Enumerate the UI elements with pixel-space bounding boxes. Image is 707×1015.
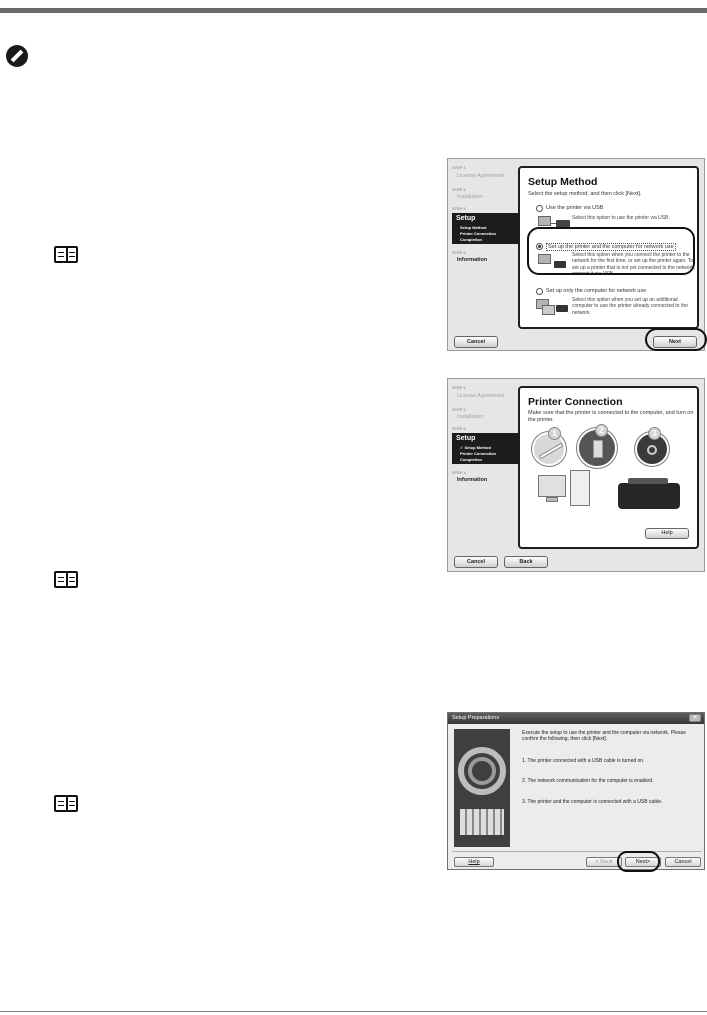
note-book-icon	[54, 571, 78, 588]
step-3-active	[452, 433, 522, 464]
next-button[interactable]: Next>	[625, 857, 661, 867]
printer-connection-window	[447, 378, 705, 572]
back-button[interactable]: < Back	[586, 857, 622, 867]
step-1-number: STEP 1	[452, 385, 466, 390]
step-sidebar	[448, 379, 522, 571]
help-button[interactable]: Help	[454, 857, 494, 867]
step-2-label: Installation	[457, 194, 484, 200]
step-3-title: Setup	[456, 215, 476, 222]
step-2-label: Installation	[457, 414, 484, 420]
page-top-bar	[0, 8, 707, 13]
close-icon[interactable]: ✕	[689, 714, 701, 722]
panel-title: Setup Method	[528, 176, 598, 188]
panel-description: Make sure that the printer is connected to the computer, and turn on the printer.	[528, 410, 694, 423]
substep-printer-connection: Printer Connection	[460, 231, 497, 236]
step-3-active	[452, 213, 522, 244]
cancel-button[interactable]: Cancel	[454, 336, 498, 348]
dialog-divider	[452, 851, 702, 852]
option-usb-label: Use the printer via USB	[546, 205, 604, 211]
setup-preparations-dialog	[447, 712, 705, 870]
checklist-item-3: 3. The printer and the computer is connected with a USB cable.	[522, 799, 663, 805]
step-4-label: Information	[457, 477, 488, 483]
step-3-number: STEP 3	[452, 206, 466, 211]
substep-printer-connection: Printer Connection	[460, 451, 497, 456]
step-sidebar	[448, 159, 522, 350]
ink-cartridges-image	[454, 729, 510, 847]
checklist-item-2: 2. The network communication for the computer is enabled.	[522, 778, 654, 784]
cancel-button[interactable]: Cancel	[454, 556, 498, 568]
printer-icon	[556, 305, 568, 312]
option-usb-description: Select this option to use the printer via USB.	[572, 215, 670, 221]
option-computer-only-label: Set up only the computer for network use	[546, 288, 647, 294]
option-network-setup-label: Set up the printer and the computer for network use	[548, 244, 674, 250]
step-1-number: STEP 1	[452, 165, 466, 170]
panel-description: Select the setup method, and then click [Next].	[528, 191, 642, 197]
step-1-label: License Agreement	[457, 173, 505, 179]
printer-connection-panel	[518, 386, 699, 549]
back-button[interactable]: Back	[504, 556, 548, 568]
printer-illustration	[618, 483, 680, 509]
monitor-stand-illustration	[546, 497, 558, 502]
dialog-title-bar	[448, 713, 704, 724]
cancel-button[interactable]: Cancel	[665, 857, 701, 867]
monitor-illustration	[538, 475, 566, 497]
computer-icon	[542, 305, 555, 315]
step-3-title: Setup	[456, 435, 476, 442]
computer-icon	[538, 216, 551, 226]
panel-title: Printer Connection	[528, 396, 623, 408]
highlight-dialog-next	[617, 851, 660, 872]
note-book-icon	[54, 246, 78, 263]
caution-icon	[6, 45, 28, 67]
option-computer-only-description: Select this option when you set up an additional computer to use the printer already connected to the network.	[572, 297, 688, 316]
computer-tower-illustration	[570, 470, 590, 506]
highlight-next-button	[645, 328, 707, 351]
next-button[interactable]: Next	[653, 336, 697, 348]
step-circle-3: 3	[648, 427, 661, 440]
substep-setup-method: ✓ Setup Method	[460, 445, 491, 450]
checklist-item-1: 1. The printer connected with a USB cable is turned on.	[522, 758, 645, 764]
step-circle-1: 1	[548, 427, 561, 440]
substep-setup-method: Setup Method	[460, 225, 487, 230]
radio-computer-only[interactable]	[536, 288, 543, 295]
step-4-number: STEP 4	[452, 470, 466, 475]
dialog-title: Setup Preparations	[452, 715, 500, 721]
highlight-network-option	[527, 227, 695, 275]
radio-usb[interactable]	[536, 205, 543, 212]
step-2-number: STEP 2	[452, 407, 466, 412]
step-3-number: STEP 3	[452, 426, 466, 431]
step-1-label: License Agreement	[457, 393, 505, 399]
step-2-number: STEP 2	[452, 187, 466, 192]
help-button[interactable]: Help	[645, 528, 689, 539]
step-4-number: STEP 4	[452, 250, 466, 255]
printer-top-illustration	[628, 478, 668, 484]
step-4-label: Information	[457, 257, 488, 263]
substep-completion: Completion	[460, 237, 482, 242]
note-book-icon	[54, 795, 78, 812]
dialog-intro: Execute the setup to use the printer and the computer via network. Please confirm the following, then click [Next].	[522, 730, 686, 743]
option-network-setup-description: Select this option when you connect the printer to the network for the first time, or set up the printer again. To set up a printer that is not yet connected to the network, connect it via USB.	[572, 252, 696, 278]
substep-completion: Completion	[460, 457, 482, 462]
step-circle-2: 2	[595, 424, 608, 437]
page-bottom-rule	[0, 1011, 707, 1012]
